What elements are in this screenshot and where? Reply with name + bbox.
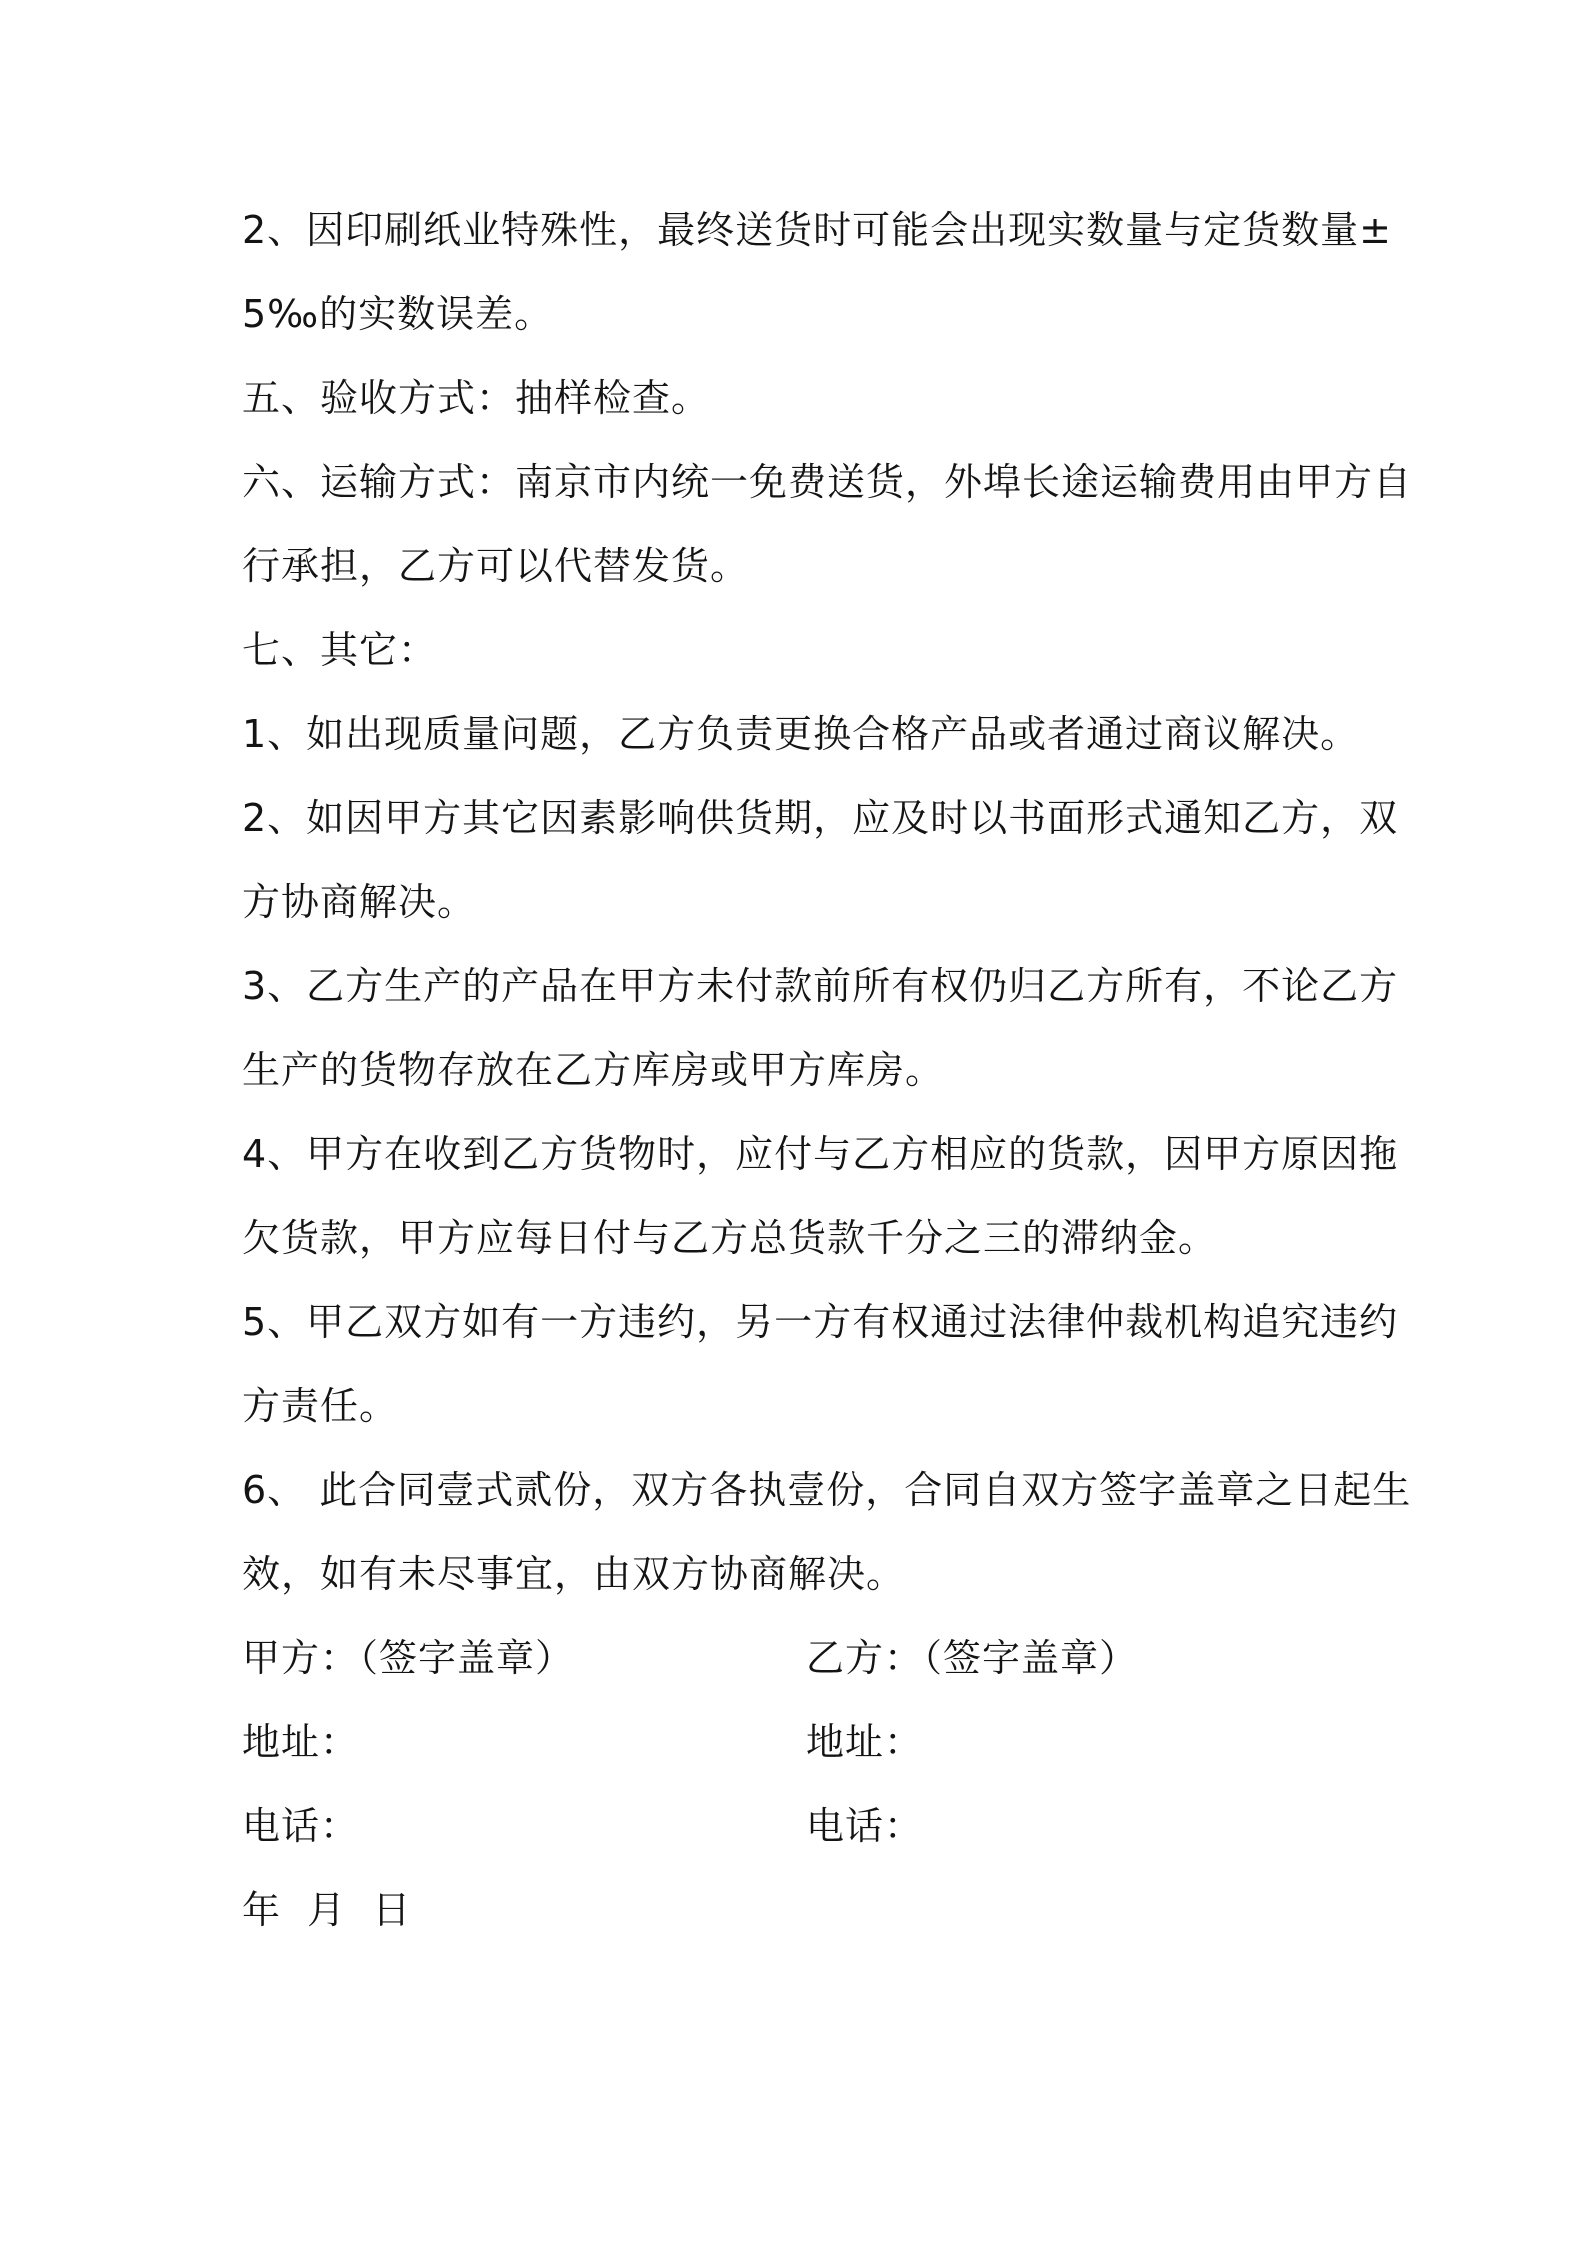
clause-quantity-tolerance — [242, 188, 1393, 356]
party-b-address-label: 地址： — [806, 1720, 924, 1764]
text-line: 5‰的实数误差。 — [242, 292, 554, 336]
text-line: 方责任。 — [242, 1384, 399, 1428]
clause-breach — [242, 1280, 1399, 1448]
text-line: 方协商解决。 — [242, 880, 477, 924]
text-line: 效，如有未尽事宜，由双方协商解决。 — [242, 1552, 906, 1596]
text-line: 4、甲方在收到乙方货物时，应付与乙方相应的货款，因甲方原因拖 — [242, 1132, 1399, 1176]
clause-quality-issues — [242, 692, 1362, 776]
clause-supply-delay — [242, 776, 1399, 944]
text-line: 5、甲乙双方如有一方违约，另一方有权通过法律仲裁机构追究违约 — [242, 1300, 1399, 1344]
party-a-phone-label: 电话： — [242, 1804, 360, 1848]
text-line: 3、乙方生产的产品在甲方未付款前所有权仍归乙方所有，不论乙方 — [242, 964, 1399, 1008]
text-line: 七、其它： — [242, 628, 438, 672]
text-line: 五、验收方式：抽样检查。 — [242, 376, 711, 420]
clause-ownership — [242, 944, 1399, 1112]
party-a-address-label: 地址： — [242, 1720, 360, 1764]
clause-payment-penalty — [242, 1112, 1399, 1280]
text-line: 行承担，乙方可以代替发货。 — [242, 544, 750, 588]
clause-contract-copies — [242, 1448, 1412, 1616]
signing-date: 年 月 日 — [242, 1888, 412, 1932]
party-b-signature-label: 乙方：（签字盖章） — [806, 1636, 1139, 1680]
text-line: 2、因印刷纸业特殊性，最终送货时可能会出现实数量与定货数量± — [242, 208, 1393, 252]
section-other-heading — [242, 608, 1362, 692]
party-b-phone-label: 电话： — [806, 1804, 924, 1848]
text-line: 生产的货物存放在乙方库房或甲方库房。 — [242, 1048, 945, 1092]
section-acceptance-method — [242, 356, 1362, 440]
section-transport-method — [242, 440, 1413, 608]
text-line: 欠货款，甲方应每日付与乙方总货款千分之三的滞纳金。 — [242, 1216, 1218, 1260]
text-line: 1、如出现质量问题，乙方负责更换合格产品或者通过商议解决。 — [242, 712, 1360, 756]
text-line: 2、如因甲方其它因素影响供货期，应及时以书面形式通知乙方，双 — [242, 796, 1399, 840]
text-line: 6、 此合同壹式贰份，双方各执壹份，合同自双方签字盖章之日起生 — [242, 1468, 1412, 1512]
party-a-signature-label: 甲方：（签字盖章） — [242, 1636, 575, 1680]
text-line: 六、运输方式：南京市内统一免费送货，外埠长途运输费用由甲方自 — [242, 460, 1413, 504]
